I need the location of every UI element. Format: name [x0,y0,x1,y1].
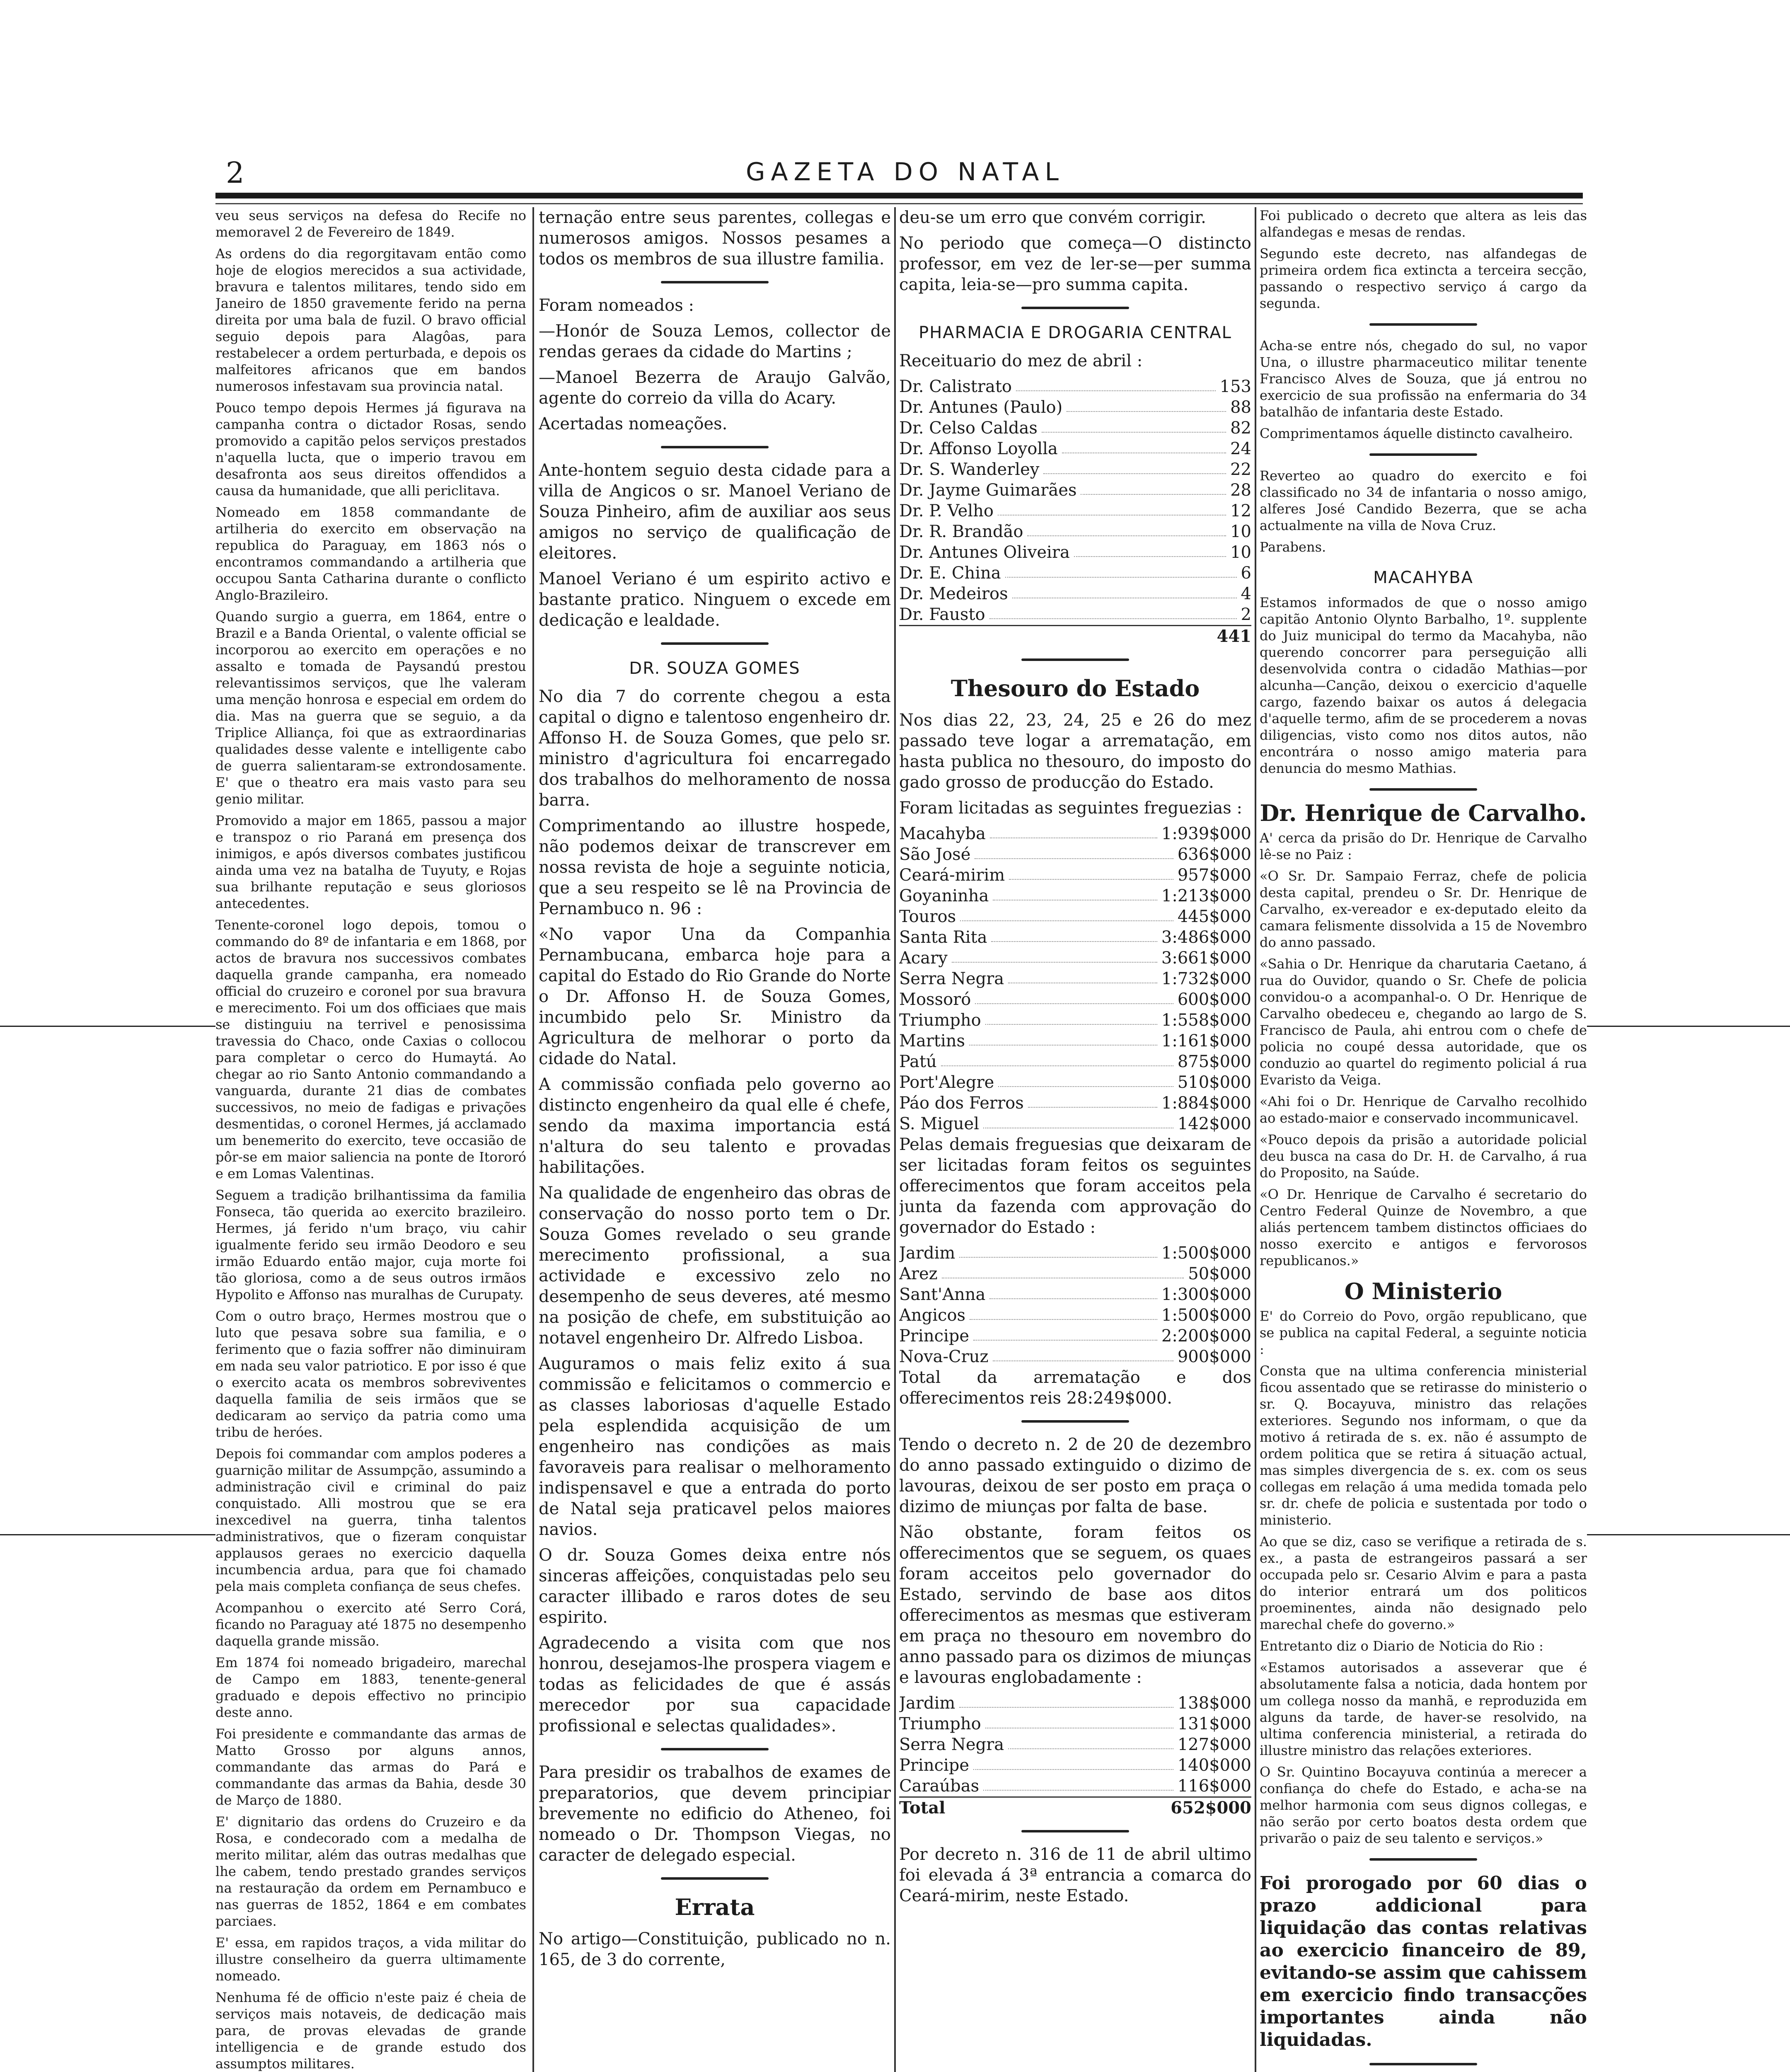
oferta-row [899,1305,1251,1326]
dot-leader [1008,1734,1173,1749]
dot-leader [1067,397,1226,412]
freguezia-row [899,1051,1251,1072]
freguezia-row [899,948,1251,968]
freguezia-row-name: Serra Negra [899,969,1004,988]
masthead-title: GAZETA DO NATAL [746,157,1064,186]
paragraph: Acha-se entre nós, chegado do sul, no vapor Una, o illustre pharmaceutico militar tenente Francisco Alves de Souza, que já entrou no exercicio de sua profissão na enfermaria do 34 batalhão de infantaria deste Estado. [1260,338,1587,420]
separator [661,1748,769,1750]
freguezia-row-value: 957$000 [1177,866,1251,885]
dot-leader [970,1305,1157,1320]
freguezia-row-value: 3:661$000 [1161,949,1251,968]
column-2 [539,207,891,2072]
miunca-row-value: 116$000 [1177,1777,1251,1796]
receituario-row-name: Dr. Antunes (Paulo) [899,398,1063,417]
dot-leader [1005,563,1237,578]
paragraph: Total da arrematação e dos offerecimentos reis 28:249$000. [899,1368,1251,1408]
freguezia-row-name: Santa Rita [899,928,987,947]
receituario-row-name: Dr. Fausto [899,605,985,624]
paragraph: Agradecendo a visita com que nos honrou, desejamos-lhe prospera viagem e todas as felicidades de que é assás merecedor por sua capacidade profissional e selectas qualidades». [539,1634,891,1736]
dot-leader [998,501,1226,516]
paragraph: E' dignitario das ordens do Cruzeiro e da Rosa, e condecorado com a medalha de merito militar, além das outras medalhas que lhe cabem, tendo prestado grandes serviços na restauração da ordem em Pernambuco e nas guerras de 1852, 1864 e em combates parciaes. [215,1814,526,1929]
dot-leader [993,886,1157,900]
oferta-row-name: Jardim [899,1244,955,1263]
receituario-row-name: Dr. S. Wanderley [899,460,1040,479]
paragraph: Auguramos o mais feliz exito á sua commissão e felicitamos o commercio e as classes laboriosas d'aquelle Estado pela esplendida acquisição de um engenheiro nas condições as mais favoraveis para realisar o melhoramento indispensavel e que a entrada do porto de Natal seja praticavel pelos maiores navios. [539,1354,891,1539]
dot-leader [983,1776,1173,1791]
dot-leader [973,1326,1157,1341]
page-crease-line [1587,1026,1790,1027]
oferta-row-value: 1:500$000 [1161,1244,1251,1263]
paragraph: Parabens. [1260,539,1326,555]
dot-leader [941,1051,1173,1066]
miunca-row-value: 127$000 [1177,1735,1251,1754]
paragraph: ternação entre seus parentes, collegas e numerosos amigos. Nossos pesames a todos os membros de sua illustre familia. [539,208,891,269]
miunca-row [899,1734,1251,1755]
paragraph: Por decreto n. 316 de 11 de abril ultimo foi elevada á 3ª entrancia a comarca do Ceará-mirim, neste Estado. [899,1845,1251,1905]
miuncas-list [899,1693,1251,1796]
dot-leader [998,1072,1173,1087]
freguezia-row-value: 1:558$000 [1161,1011,1251,1030]
paragraph: Entretanto diz o Diario de Noticia do Rio : [1260,1638,1543,1654]
paragraph: Na qualidade de engenheiro das obras de conservação do nosso porto tem o Dr. Souza Gomes revelado o seu grande merecimento profissional, a sua actividade e excessivo zelo no desempenho de seus deveres, até mesmo na posição de chefe, em substituição ao notavel engenheiro Dr. Alfredo Lisboa. [539,1184,891,1348]
oferta-row-value: 900$000 [1177,1347,1251,1366]
paragraph: Tenente-coronel logo depois, tomou o commando do 8º de infantaria e em 1868, por actos de bravura nos successivos combates daquella grande campanha, era nomeado official do cruzeiro e coronel por sua bravura e merecimento. Foi um dos officiaes que mais se distinguiu na terrivel e penosissima travessia do Chaco, onde Caxias o collocou para completar o cerco do Humaytá. Ao chegar ao rio Santo Antonio commandando a vanguarda, durante 21 dias de combates successivos, no meio de fadigas e privações desmentidas, o coronel Hermes, já acclamado um benemerito do exercito, teve occasião de pôr-se em maior saliencia na ponte de Itororó e em Lomas Valentinas. [215,917,526,1181]
paragraph: Foi publicado o decreto que altera as leis das alfandegas e mesas de rendas. [1260,208,1587,240]
miunca-row-value: 131$000 [1177,1714,1251,1733]
dot-leader [983,1113,1173,1128]
paragraph: Em 1874 foi nomeado brigadeiro, marechal de Campo em 1883, tenente-general graduado e depois effectivo no principio deste anno. [215,1655,526,1720]
dot-leader [1028,1093,1157,1108]
paragraph: Ante-hontem seguio desta cidade para a villa de Angicos o sr. Manoel Veriano de Souza Pinheiro, afim de auxiliar aos seus amigos no serviço de qualificação de eleitores. [539,461,891,563]
freguezia-row-value: 1:732$000 [1161,969,1251,988]
freguezia-row-name: Macahyba [899,824,986,843]
paragraph: «Estamos autorisados a asseverar que é absolutamente falsa a noticia, dada hontem por um collega nosso da manhã, e reproduzida em alguns da tarde, de haver-se resolvido, na ultima conferencia ministerial, a retirada do illustre ministro das relações exteriores. [1260,1660,1587,1758]
paragraph: No periodo que começa—O distincto professor, em vez de ler-se—per summa capita, leia-se—pro summa capita. [899,234,1251,294]
freguezia-row [899,886,1251,906]
paragraph: Comprimentando ao illustre hospede, não podemos deixar de transcrever em nossa revista de hoje a seguinte noticia, que a seu respeito se lê na Provincia de Pernambuco n. 96 : [539,816,891,918]
receituario-row-name: Dr. Medeiros [899,584,1008,603]
receituario-row-name: Dr. E. China [899,564,1001,583]
column-4 [1260,207,1587,2072]
freguezia-row [899,844,1251,865]
dot-leader [942,1264,1184,1278]
dot-leader [960,906,1173,921]
receituario-row-name: Dr. Calistrato [899,377,1012,396]
column-divider [532,207,534,2072]
paragraph: —Honór de Souza Lemos, collector de rendas geraes da cidade do Martins ; [539,322,891,361]
receituario-row [899,501,1251,521]
freguezia-row [899,865,1251,886]
dot-leader [969,1031,1157,1046]
page-crease-line [0,1534,215,1535]
page-crease-line [0,1026,215,1027]
page-crease-line [1587,1534,1790,1535]
freguezia-row-value: 1:939$000 [1161,824,1251,843]
paragraph: A commissão confiada pelo governo ao distincto engenheiro da qual elle é chefe, sendo da maxima importancia está n'altura do seu talento e provadas habilitações. [539,1075,891,1177]
paragraph: Quando surgio a guerra, em 1864, entre o Brazil e a Banda Oriental, o valente official se incorporou ao exercito em operações e no assalto e tomada de Paysandú prestou relevantissimos serviços, que lhe valeram uma menção honrosa e especial em ordem do dia. Mas na guerra que se seguio, a da Triplice Alliança, foi que as extraordinarias qualidades desse valente e intelligente cabo de guerra salientaram-se extrondosamente. E' que o theatro era mais vasto para seu genio militar. [215,609,526,807]
dot-leader [993,1346,1173,1361]
article-heading: O Ministerio [1344,1278,1502,1305]
dot-leader [990,823,1157,838]
paragraph: Nomeado em 1858 commandante de artilheria do exercito em observação na republica do Paraguay, em 1863 nós o encontramos commandando a artilheria que occupou Santa Catharina durante o conflicto Anglo-Brazileiro. [215,504,526,603]
paragraph: O Sr. Quintino Bocayuva continúa a merecer a confiança do chefe do Estado, e acha-se na melhor harmonia com seus dignos collegas, e não serão por certo boatos desta ordem que privarão o paiz de seu talento e serviços.» [1260,1764,1587,1846]
miunca-row-value: 138$000 [1177,1694,1251,1713]
receituario-row-value: 88 [1230,398,1251,417]
dot-leader [985,1714,1173,1728]
receituario-total-row [899,625,1251,647]
paragraph: Reverteo ao quadro do exercito e foi classificado no 34 de infantaria o nosso amigo, alferes José Candido Bezerra, que se acha actualmente na villa de Nova Cruz. [1260,468,1587,533]
column-1 [215,207,526,2072]
miunca-row [899,1714,1251,1734]
paragraph: No dia 7 do corrente chegou a esta capital o digno e talentoso engenheiro dr. Affonso H. de Souza Gomes, que pelo sr. ministro d'agricultura foi encarregado dos trabalhos do melhoramento de nossa barra. [539,687,891,810]
receituario-row [899,563,1251,583]
separator [1369,323,1477,326]
miunca-row [899,1693,1251,1714]
separator [1021,1830,1129,1832]
separator [661,446,769,448]
paragraph: E' do Correio do Povo, orgão republicano, que se publica na capital Federal, a seguinte noticia : [1260,1308,1587,1357]
freguezia-row [899,1031,1251,1051]
paragraph: Foi presidente e commandante das armas de Matto Grosso por alguns annos, commandante das armas do Pará e commandante das armas da Bahia, desde 30 de Março de 1880. [215,1726,526,1808]
freguezia-row-name: Mossoró [899,990,971,1009]
paragraph: Estamos informados de que o nosso amigo capitão Antonio Olynto Barbalho, 1º. supplente do Juiz municipal do termo da Macahyba, não querendo concorrer para perseguição alli desenvolvida contra o cidadão Mathias—por alcunha—Canção, deixou o exercicio d'aquelle cargo, fazendo baixar os autos á delegacia d'aquelle termo, afim de se procederem a novas diligencias, visto como nos ditos autos, não encontrára o nosso amigo materia para denuncia do mesmo Mathias. [1260,595,1587,776]
separator [1369,1858,1477,1861]
article-heading: Errata [675,1894,755,1920]
freguezia-row-name: S. Miguel [899,1114,979,1133]
miuncas-total-label: Total [899,1798,946,1818]
paragraph: Foi prorogado por 60 dias o prazo addicional para liquidação das contas relativas ao exercicio financeiro de 89, evitando-se assim que cahissem em exercicio findo transacções importantes ainda não liquidadas. [1260,1873,1587,2050]
dot-leader [1008,968,1157,983]
freguezia-row [899,927,1251,948]
masthead-rule [215,193,1583,198]
freguezia-row-value: 1:884$000 [1161,1094,1251,1113]
freguezia-row-value: 636$000 [1177,845,1251,864]
freguezia-row-name: Port'Alegre [899,1073,994,1092]
paragraph: Não obstante, foram feitos os offerecimentos que se seguem, os quaes foram acceitos pelo governador do Estado, servindo de base aos ditos offerecimentos as mesmas que estiveram em praça no thesouro em novembro do anno passado para os dizimos de miunças e lavouras englobadamente : [899,1523,1251,1687]
article-heading: Thesouro do Estado [951,675,1200,702]
receituario-row [899,521,1251,542]
paragraph: Promovido a major em 1865, passou a major e transpoz o rio Paraná em presença dos inimigos, e após diversos combates justificou ainda uma vez na batalha de Tuyuty, e Rojas sua brilhante reputação e seus gloriosos antecedentes. [215,813,526,911]
freguezia-row [899,1072,1251,1093]
oferta-row-name: Angicos [899,1306,966,1325]
receituario-row-value: 24 [1230,439,1251,458]
paragraph: Consta que na ultima conferencia ministerial ficou assentado que se retirasse do ministerio o sr. Q. Bocayuva, ministro das relações exteriores. Segundo nos informam, o que da motivo á retirada de s. ex. não é assumpto de ordem politica que se retira á situação actual, mas simples divergencia de s. ex. com os seus collegas em relação á uma medida tomada pelo sr. dr. chefe de policia e sustentada por todo o ministerio. [1260,1363,1587,1528]
paragraph: As ordens do dia regorgitavam então como hoje de elogios merecidos a sua actividade, bravura e talentos militares, tendo sido em Janeiro de 1850 gravemente ferido na perna direita por uma bala de fuzil. O bravo official seguio depois para Alagôas, para restabelecer a ordem perturbada, e depois os malfeitores africanos que em bandos numerosos infestavam sua provincia natal. [215,246,526,394]
paragraph: Com o outro braço, Hermes mostrou que o luto que pesava sobre sua familia, e o ferimento que o fazia soffrer não diminuiram em nada seu valor patriotico. E por isso é que o exercito acata os membros sobreviventes daquella familia de seis irmãos que se dedicaram ao serviço da patria como uma tribu de heróes. [215,1308,526,1440]
receituario-row-value: 153 [1219,377,1251,396]
oferta-row-name: Arez [899,1264,938,1283]
paragraph: «Sahia o Dr. Henrique da charutaria Caetano, á rua do Ouvidor, quando o Sr. Chefe de policia convidou-o a acompanhal-o. O Dr. Henrique de Carvalho obedeceu e, chegando ao largo de S. Francisco de Paula, ahi entrou com o chefe de policia no coupé dessa autoridade, que os conduzio ao quartel do regimento policial á rua Evaristo da Veiga. [1260,956,1587,1088]
dot-leader [991,927,1157,942]
miunca-row [899,1755,1251,1776]
separator [661,281,769,283]
separator [1021,658,1129,661]
receituario-row [899,459,1251,480]
miuncas-total-row [899,1796,1251,1818]
freguezia-row [899,906,1251,927]
separator [1021,307,1129,309]
masthead-rule-thin [215,203,1583,204]
freguezia-row-name: Triumpho [899,1011,981,1030]
column-divider [894,207,896,2072]
receituario-row-value: 6 [1241,564,1251,583]
column-divider [1255,207,1256,2072]
receituario-row [899,418,1251,438]
oferta-row-value: 50$000 [1188,1264,1251,1283]
dot-leader [1027,521,1226,536]
receituario-row-name: Dr. R. Brandão [899,522,1023,541]
paragraph: Tendo o decreto n. 2 de 20 de dezembro do anno passado extinguido o dizimo de lavouras, deixou de ser posto em praça o dizimo de miunças por falta de base. [899,1435,1251,1516]
freguezia-row [899,968,1251,989]
oferta-row-name: Sant'Anna [899,1285,986,1304]
miunca-row [899,1776,1251,1796]
paragraph: «Ahi foi o Dr. Henrique de Carvalho recolhido ao estado-maior e conservado incommunicavel. [1260,1094,1587,1126]
dot-leader [989,604,1237,619]
paragraph: veu seus serviços na defesa do Recife no memoravel 2 de Fevereiro de 1849. [215,208,526,240]
separator [661,1877,769,1880]
paragraph: A' cerca da prisão do Dr. Henrique de Carvalho lê-se no Paiz : [1260,830,1587,862]
dot-leader [1074,542,1226,557]
dot-leader [973,1755,1173,1770]
freguezia-row [899,1010,1251,1031]
dot-leader [1081,480,1226,495]
receituario-row [899,480,1251,501]
dot-leader [989,1284,1157,1299]
paragraph: Segundo este decreto, nas alfandegas de primeira ordem fica extincta a terceira secção, passando o respectivo serviço á cargo da segunda. [1260,246,1587,311]
paragraph: «No vapor Una da Companhia Pernambucana, embarca hoje para a capital do Estado do Rio Grande do Norte o Dr. Affonso H. de Souza Gomes, incumbido pelo Sr. Ministro da Agricultura de melhorar o porto da cidade do Natal. [539,925,891,1068]
dot-leader [975,989,1173,1004]
freguezia-row-name: Goyaninha [899,886,989,905]
oferta-row [899,1346,1251,1367]
article-heading: PHARMACIA E DROGARIA CENTRAL [919,323,1232,342]
paragraph: «O Dr. Henrique de Carvalho é secretario do Centro Federal Quinze de Novembro, a que aliás pertencem tambem distinctos officiaes do nosso exercito e antigos e fervorosos republicanos.» [1260,1186,1587,1268]
receituario-row [899,376,1251,397]
freguezia-row-value: 142$000 [1177,1114,1251,1133]
miuncas-total: 652$000 [1171,1798,1251,1818]
dot-leader [1012,583,1237,598]
miunca-row-name: Triumpho [899,1714,981,1733]
freguezia-row-name: Acary [899,949,948,968]
receituario-row [899,438,1251,459]
freguezia-row-name: Ceará-mirim [899,866,1005,885]
oferta-row [899,1326,1251,1346]
dot-leader [985,1010,1157,1025]
article-heading: Dr. Henrique de Carvalho. [1260,800,1587,826]
paragraph: Foram licitadas as seguintes freguezias : [899,799,1242,818]
freguezia-row [899,1113,1251,1134]
receituario-row-value: 4 [1241,584,1251,603]
freguezia-row-value: 3:486$000 [1161,928,1251,947]
separator [661,642,769,645]
receituario-row-name: Dr. P. Velho [899,501,994,520]
paragraph: Ao que se diz, caso se verifique a retirada de s. ex., a pasta de estrangeiros passará a ser occupada pelo sr. Cesario Alvim e para a pasta do interior entrará um dos politicos proeminentes, ainda não designado pelo marechal chefe do governo.» [1260,1534,1587,1632]
paragraph: Pelas demais freguesias que deixaram de ser licitadas foram feitos os seguintes offerecimentos que foram acceitos pela junta da fazenda com approvação do governador do Estado : [899,1135,1251,1237]
paragraph: Depois foi commandar com amplos poderes a guarnição militar de Assumpção, assumindo a administração civil e criminal do paiz conquistado. Alli mostrou que se era inexcedivel na guerra, tinha talentos administrativos, que o fizeram conquistar applausos geraes no exercicio daquella incumbencia ardua, para que foi chamado pela mais completa confiança de seus chefes. [215,1446,526,1594]
paragraph: Comprimentamos áquelle distincto cavalheiro. [1260,426,1573,441]
paragraph: Acompanhou o exercito até Serro Corá, ficando no Paraguay até 1875 no desempenho daquella grande missão. [215,1600,526,1649]
receituario-row [899,542,1251,563]
miunca-row-name: Jardim [899,1694,955,1713]
miunca-row-name: Caraúbas [899,1777,980,1796]
dot-leader [959,1243,1157,1258]
dot-leader [1009,865,1173,880]
freguezia-row-value: 875$000 [1177,1052,1251,1071]
separator [1369,788,1477,791]
dot-leader [1042,418,1226,433]
oferta-row-value: 1:500$000 [1161,1306,1251,1325]
freguezia-row-name: Patú [899,1052,937,1071]
paragraph: —Manoel Bezerra de Araujo Galvão, agente do correio da villa do Acary. [539,368,891,408]
freguezia-row-value: 1:161$000 [1161,1031,1251,1051]
receituario-row-name: Dr. Celso Caldas [899,419,1038,438]
oferta-row-value: 2:200$000 [1161,1326,1251,1346]
receituario-list [899,376,1251,625]
freguezia-row-name: Páo dos Ferros [899,1094,1024,1113]
receituario-row-value: 10 [1230,522,1251,541]
paragraph: No artigo—Constituição, publicado no n. 165, de 3 do corrente, [539,1929,891,1969]
miunca-row-name: Principe [899,1756,970,1775]
paragraph: Acertadas nomeações. [539,414,728,433]
article-heading: MACAHYBA [1373,568,1473,587]
oferta-row [899,1264,1251,1284]
freguezia-row-value: 510$000 [1177,1073,1251,1092]
ofertas-list [899,1243,1251,1367]
paragraph: «O Sr. Dr. Sampaio Ferraz, chefe de policia desta capital, prendeu o Sr. Dr. Henrique de Carvalho, ex-vereador e ex-deputado eleito da camara felismente dissolvida a 15 de Novembro do anno passado. [1260,868,1587,950]
oferta-row-name: Principe [899,1326,970,1346]
separator [1369,453,1477,456]
dot-leader [1062,438,1226,453]
freguezia-row-name: Martins [899,1031,965,1051]
receituario-row-name: Dr. Antunes Oliveira [899,543,1070,562]
receituario-row-value: 82 [1230,419,1251,438]
article-heading: DR. SOUZA GOMES [629,659,801,678]
freguezia-row-value: 600$000 [1177,990,1251,1009]
receituario-row-value: 2 [1241,605,1251,624]
paragraph: Nos dias 22, 23, 24, 25 e 26 do mez passado teve logar a arrematação, em hasta publica no thesouro, do imposto do gado grosso de producção do Estado. [899,711,1251,792]
separator [1369,2063,1477,2065]
dot-leader [975,844,1173,859]
column-3 [899,207,1251,2072]
freguezia-row [899,823,1251,844]
hermes-biography [215,207,526,2072]
dot-leader [1043,459,1226,474]
paragraph: Nenhuma fé de officio n'este paiz é cheia de serviços mais notaveis, de dedicação mais para, de provas elevadas de grande intelligencia e de grande estudo dos assumptos militares. [215,1990,526,2072]
dot-leader [1016,376,1216,391]
paragraph: Receituario do mez de abril : [899,351,1143,370]
freguezia-row [899,989,1251,1010]
receituario-total: 441 [1217,627,1251,646]
oferta-row [899,1243,1251,1264]
dot-leader [959,1693,1173,1708]
receituario-row-name: Dr. Jayme Guimarães [899,481,1077,500]
receituario-row-value: 12 [1230,501,1251,520]
paragraph: Manoel Veriano é um espirito activo e bastante pratico. Ninguem o excede em dedicação e lealdade. [539,569,891,630]
paragraph: deu-se um erro que convém corrigir. [899,208,1206,227]
dot-leader [952,948,1157,963]
freguezia-row-value: 1:213$000 [1161,886,1251,905]
miunca-row-name: Serra Negra [899,1735,1004,1754]
miunca-row-value: 140$000 [1177,1756,1251,1775]
receituario-row [899,397,1251,418]
freguezia-row-value: 445$000 [1177,907,1251,926]
receituario-row [899,583,1251,604]
receituario-row [899,604,1251,625]
separator [1021,1420,1129,1423]
receituario-row-value: 22 [1230,460,1251,479]
paragraph: «Pouco depois da prisão a autoridade policial deu busca na casa do Dr. H. de Carvalho, á rua do Proposito, na Saúde. [1260,1132,1587,1181]
receituario-row-value: 28 [1230,481,1251,500]
paragraph: O dr. Souza Gomes deixa entre nós sinceras affeições, conquistadas pelo seu caracter illibado e raros dotes de seu espirito. [539,1546,891,1627]
receituario-row-value: 10 [1230,543,1251,562]
freguezia-row-name: São José [899,845,971,864]
paragraph: Para presidir os trabalhos de exames de preparatorios, que devem principiar brevemente no edificio do Atheneo, foi nomeado o Dr. Thompson Viegas, no caracter de delegado especial. [539,1763,891,1865]
oferta-row-value: 1:300$000 [1161,1285,1251,1304]
paragraph: Seguem a tradição brilhantissima da familia Fonseca, tão querida ao exercito brazileiro. Hermes, já ferido n'um braço, viu cahir igualmente ferido seu irmão Deodoro e seu irmão Eduardo então major, cuja morte foi tão gloriosa, como a de seus outros irmãos Hypolito e Affonso nas muralhas de Curupaty. [215,1187,526,1302]
freguezia-row-name: Touros [899,907,956,926]
oferta-row [899,1284,1251,1305]
receituario-row-name: Dr. Affonso Loyolla [899,439,1058,458]
paragraph: E' essa, em rapidos traços, a vida militar do illustre conselheiro da guerra ultimamente nomeado. [215,1935,526,1984]
oferta-row-name: Nova-Cruz [899,1347,989,1366]
paragraph: Foram nomeados : [539,296,694,315]
freguezias-list [899,823,1251,1134]
page-number: 2 [226,156,244,190]
freguezia-row [899,1093,1251,1113]
paragraph: Pouco tempo depois Hermes já figurava na campanha contra o dictador Rosas, sendo promovido a capitão pelos serviços prestados n'aquella lucta, que o imperio travou em desafronta aos seus direitos offendidos a causa da humanidade, que alli periclitava. [215,400,526,499]
